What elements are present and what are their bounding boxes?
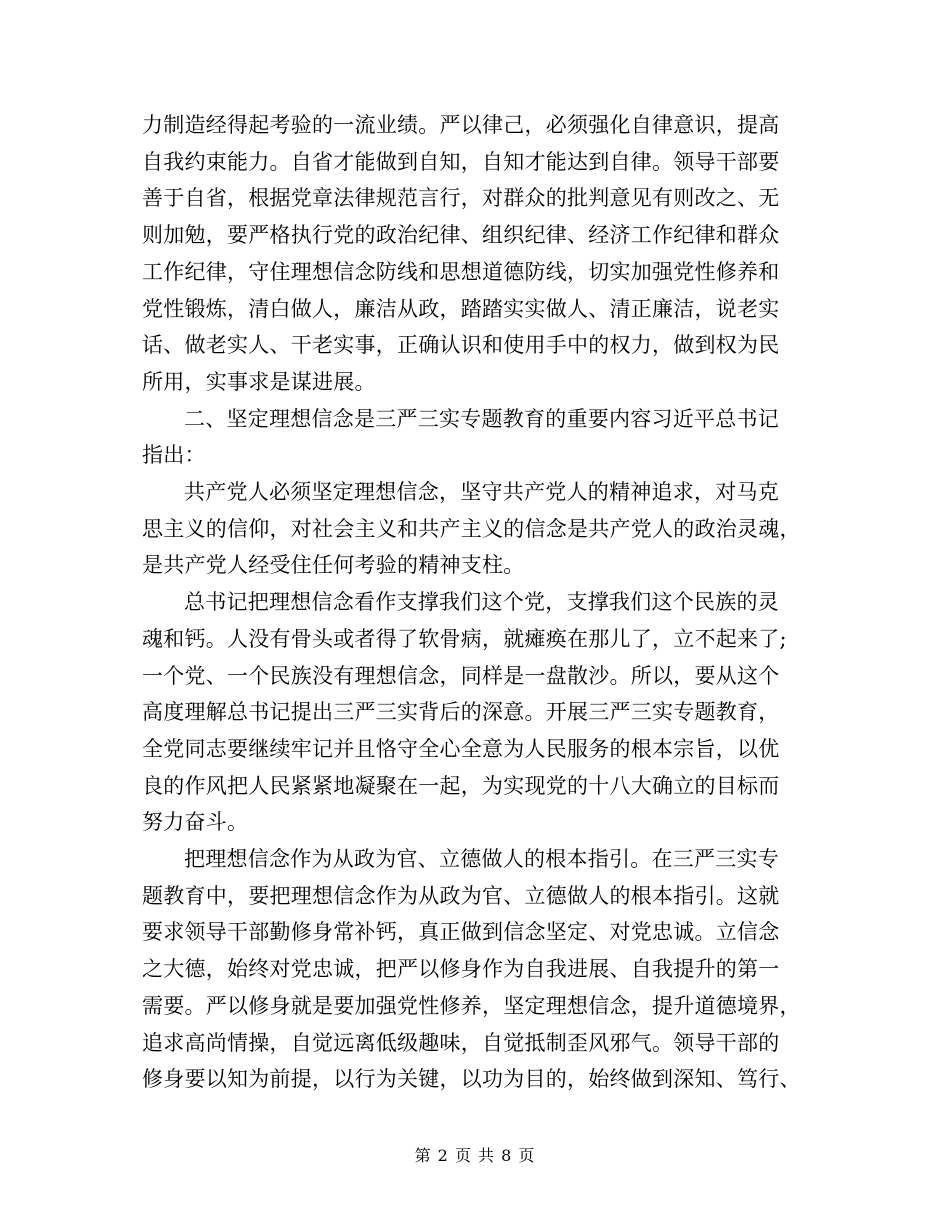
line-text: 要求领导干部勤修身常补钙，真正做到信念坚定、对党忠诚。立信念 <box>142 920 780 945</box>
text-line <box>142 1025 808 1062</box>
document-body <box>142 107 808 1098</box>
line-text: 修身要以知为前提，以行为关键，以功为目的，始终做到深知、笃行、 <box>142 1067 801 1092</box>
text-line <box>142 547 808 584</box>
text-line <box>142 511 808 548</box>
text-line <box>142 804 808 841</box>
paragraph <box>142 107 808 401</box>
line-text: 努力奋斗。 <box>142 810 249 835</box>
line-text: 总书记把理想信念看作支撑我们这个党，支撑我们这个民族的灵 <box>184 590 779 615</box>
line-text: 指出： <box>142 443 206 468</box>
text-line <box>142 878 808 915</box>
text-line <box>142 1061 808 1098</box>
line-text: 题教育中，要把理想信念作为从政为官、立德做人的根本指引。这就 <box>142 883 780 908</box>
line-text: 一个党、一个民族没有理想信念，同样是一盘散沙。所以，要从这个 <box>142 663 780 688</box>
line-text: 力制造经得起考验的一流业绩。严以律己，必须强化自律意识，提高 <box>142 113 780 137</box>
text-line <box>142 217 808 254</box>
text-line <box>142 841 808 878</box>
page-number-footer: 第 2 页 共 8 页 <box>414 1146 536 1165</box>
paragraph <box>142 401 808 474</box>
paragraph <box>142 584 808 841</box>
paragraph <box>142 474 808 584</box>
line-text: 之大德，始终对党忠诚，把严以修身作为自我进展、自我提升的第一 <box>142 957 780 982</box>
line-text: 话、做老实人、干老实事，正确认识和使用手中的权力，做到权为民 <box>142 333 780 358</box>
text-line <box>142 437 808 474</box>
line-text: 追求高尚情操，自觉远离低级趣味，自觉抵制歪风邪气。领导干部的 <box>142 1030 780 1055</box>
line-text: 把理想信念作为从政为官、立德做人的根本指引。在三严三实专 <box>184 847 779 872</box>
line-text: 高度理解总书记提出三严三实背后的深意。开展三严三实专题教育， <box>142 700 780 725</box>
text-line <box>142 658 808 695</box>
text-line <box>142 621 808 658</box>
text-line <box>142 180 808 217</box>
text-line <box>142 731 808 768</box>
paragraph <box>142 841 808 1098</box>
text-line <box>142 914 808 951</box>
line-text: 善于自省，根据党章法律规范言行，对群众的批判意见有则改之、无 <box>142 186 780 211</box>
text-line <box>142 694 808 731</box>
text-line <box>142 768 808 805</box>
text-line <box>142 401 808 438</box>
line-text: 所用，实事求是谋进展。 <box>142 369 376 394</box>
text-line <box>142 144 808 181</box>
line-text: 是共产党人经受住任何考验的精神支柱。 <box>142 553 525 578</box>
text-line <box>142 474 808 511</box>
line-text: 魂和钙。人没有骨头或者得了软骨病，就瘫痪在那儿了，立不起来了; <box>142 626 787 651</box>
text-line <box>142 327 808 364</box>
line-text: 全党同志要继续牢记并且恪守全心全意为人民服务的根本宗旨，以优 <box>142 736 780 761</box>
text-line <box>142 107 808 144</box>
text-line <box>142 364 808 401</box>
line-text: 共产党人必须坚定理想信念，坚守共产党人的精神追求，对马克 <box>184 480 779 505</box>
line-text: 思主义的信仰，对社会主义和共产主义的信念是共产党人的政治灵魂， <box>142 516 801 541</box>
text-line <box>142 584 808 621</box>
line-text: 则加勉，要严格执行党的政治纪律、组织纪律、经济工作纪律和群众 <box>142 223 780 248</box>
text-line <box>142 988 808 1025</box>
line-text: 需要。严以修身就是要加强党性修养，坚定理想信念，提升道德境界， <box>142 993 801 1018</box>
line-text: 良的作风把人民紧紧地凝聚在一起，为实现党的十八大确立的目标而 <box>142 773 780 798</box>
line-text: 党性锻炼，清白做人，廉洁从政，踏踏实实做人、清正廉洁，说老实 <box>142 296 780 321</box>
line-text: 工作纪律，守住理想信念防线和思想道德防线，切实加强党性修养和 <box>142 259 780 284</box>
text-line <box>142 291 808 328</box>
line-text: 自我约束能力。自省才能做到自知，自知才能达到自律。领导干部要 <box>142 149 780 174</box>
text-line <box>142 254 808 291</box>
line-text: 二、坚定理想信念是三严三实专题教育的重要内容习近平总书记 <box>184 406 779 431</box>
text-line <box>142 951 808 988</box>
